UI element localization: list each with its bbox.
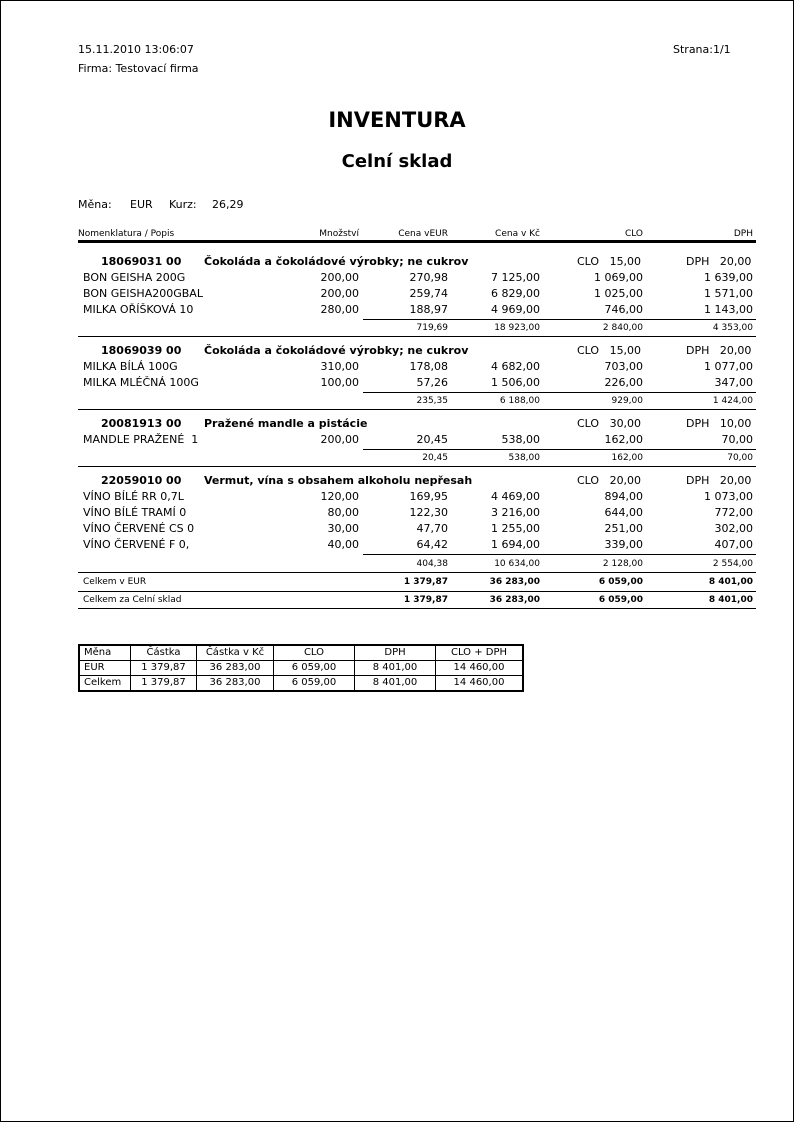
item-name: MILKA MLÉČNÁ 100G: [83, 376, 199, 389]
column-header-dph: DPH: [733, 229, 753, 239]
subtotal-eur: 719,69: [416, 323, 448, 333]
subtotal-rule: [363, 392, 756, 393]
item-price-eur: 47,70: [416, 522, 448, 535]
summary-cell: 36 283,00: [197, 676, 274, 692]
total-czk-amount: 36 283,00: [489, 595, 540, 605]
item-name: MANDLE PRAŽENÉ 1: [83, 433, 199, 446]
subtotal-dph: 70,00: [727, 453, 753, 463]
item-price-czk: 538,00: [501, 433, 540, 446]
summary-header-row: [79, 645, 523, 661]
report-title: INVENTURA: [328, 108, 466, 132]
item-price-eur: 169,95: [409, 490, 448, 503]
summary-cell: 6 059,00: [274, 661, 355, 676]
column-header-item: Nomenklatura / Popis: [78, 229, 175, 239]
item-price-eur: 57,26: [416, 376, 448, 389]
subtotal-eur: 20,45: [422, 453, 448, 463]
group-dph-rate: DPH 20,00: [686, 344, 752, 357]
item-dph: 772,00: [714, 506, 753, 519]
report-datetime: 15.11.2010 13:06:07: [78, 43, 194, 56]
summary-header-amount-czk: Částka v Kč: [197, 645, 274, 661]
summary-row: [79, 676, 523, 692]
item-clo: 339,00: [604, 538, 643, 551]
summary-header-currency: Měna: [79, 645, 131, 661]
subtotal-dph: 4 353,00: [712, 323, 753, 333]
subtotal-eur: 404,38: [416, 559, 448, 569]
item-name: MILKA BÍLÁ 100G: [83, 360, 178, 373]
subtotal-rule: [363, 319, 756, 320]
item-qty: 200,00: [320, 433, 359, 446]
item-qty: 30,00: [327, 522, 359, 535]
subtotal-dph: 2 554,00: [712, 559, 753, 569]
column-header-qty: Množství: [319, 229, 359, 239]
group-separator: [78, 572, 756, 573]
subtotal-czk: 18 923,00: [494, 323, 540, 333]
item-dph: 1 073,00: [704, 490, 753, 503]
summary-cell: 1 379,87: [131, 661, 197, 676]
summary-cell: 36 283,00: [197, 661, 274, 676]
total-eur-amount: 1 379,87: [403, 577, 448, 587]
total-dph-amount: 8 401,00: [708, 577, 753, 587]
summary-cell: 1 379,87: [131, 676, 197, 692]
item-clo: 746,00: [604, 303, 643, 316]
item-price-czk: 1 506,00: [491, 376, 540, 389]
group-separator: [78, 409, 756, 410]
rate-label: Kurz:: [169, 198, 197, 211]
summary-cell: Celkem: [79, 676, 131, 692]
total-czk-amount: 36 283,00: [489, 577, 540, 587]
item-dph: 302,00: [714, 522, 753, 535]
item-price-czk: 7 125,00: [491, 271, 540, 284]
total-eur-label: Celkem v EUR: [83, 577, 147, 587]
item-clo: 1 069,00: [594, 271, 643, 284]
column-header-price-eur: Cena vEUR: [398, 229, 448, 239]
summary-header-amount: Částka: [131, 645, 197, 661]
currency-value: EUR: [130, 198, 153, 211]
item-price-eur: 188,97: [409, 303, 448, 316]
item-price-czk: 1 694,00: [491, 538, 540, 551]
subtotal-czk: 10 634,00: [494, 559, 540, 569]
group-clo-rate: CLO 15,00: [577, 344, 642, 357]
total-eur-amount: 1 379,87: [403, 595, 448, 605]
summary-row: [79, 661, 523, 676]
item-clo: 251,00: [604, 522, 643, 535]
item-dph: 1 143,00: [704, 303, 753, 316]
currency-label: Měna:: [78, 198, 112, 211]
group-code: 22059010 00: [101, 474, 182, 487]
header-rule: [78, 240, 756, 243]
item-price-czk: 4 682,00: [491, 360, 540, 373]
summary-header-dph: DPH: [355, 645, 436, 661]
summary-header-clo: CLO: [274, 645, 355, 661]
item-qty: 310,00: [320, 360, 359, 373]
item-price-eur: 64,42: [416, 538, 448, 551]
item-price-eur: 20,45: [416, 433, 448, 446]
item-qty: 200,00: [320, 271, 359, 284]
page-number: Strana:1/1: [673, 43, 731, 56]
item-qty: 100,00: [320, 376, 359, 389]
group-name: Čokoláda a čokoládové výrobky; ne cukrov: [204, 344, 469, 357]
group-code: 20081913 00: [101, 417, 182, 430]
group-separator: [78, 466, 756, 467]
item-price-czk: 4 469,00: [491, 490, 540, 503]
item-qty: 280,00: [320, 303, 359, 316]
item-clo: 644,00: [604, 506, 643, 519]
item-price-czk: 6 829,00: [491, 287, 540, 300]
item-name: MILKA OŘÍŠKOVÁ 10: [83, 303, 194, 316]
item-clo: 1 025,00: [594, 287, 643, 300]
item-dph: 1 077,00: [704, 360, 753, 373]
report-subtitle: Celní sklad: [341, 151, 453, 172]
item-clo: 894,00: [604, 490, 643, 503]
item-name: BON GEISHA200GBAL: [83, 287, 203, 300]
item-price-eur: 122,30: [409, 506, 448, 519]
summary-table: [78, 644, 524, 692]
column-header-clo: CLO: [624, 229, 643, 239]
group-dph-rate: DPH 20,00: [686, 255, 752, 268]
item-qty: 40,00: [327, 538, 359, 551]
item-price-eur: 178,08: [409, 360, 448, 373]
item-dph: 347,00: [714, 376, 753, 389]
subtotal-clo: 929,00: [611, 396, 643, 406]
group-dph-rate: DPH 20,00: [686, 474, 752, 487]
summary-cell: 8 401,00: [355, 661, 436, 676]
summary-header-clo-dph: CLO + DPH: [436, 645, 524, 661]
group-name: Čokoláda a čokoládové výrobky; ne cukrov: [204, 255, 469, 268]
subtotal-clo: 2 840,00: [602, 323, 643, 333]
group-clo-rate: CLO 15,00: [577, 255, 642, 268]
item-clo: 162,00: [604, 433, 643, 446]
company-name: Firma: Testovací firma: [78, 62, 199, 75]
summary-cell: EUR: [79, 661, 131, 676]
total-clo-amount: 6 059,00: [598, 595, 643, 605]
item-dph: 70,00: [721, 433, 753, 446]
item-dph: 407,00: [714, 538, 753, 551]
rate-value: 26,29: [212, 198, 244, 211]
item-name: VÍNO ČERVENÉ CS 0: [83, 522, 195, 535]
group-name: Pražené mandle a pistácie: [204, 417, 368, 430]
item-clo: 703,00: [604, 360, 643, 373]
item-qty: 200,00: [320, 287, 359, 300]
group-code: 18069031 00: [101, 255, 182, 268]
subtotal-czk: 6 188,00: [499, 396, 540, 406]
item-price-eur: 270,98: [409, 271, 448, 284]
item-clo: 226,00: [604, 376, 643, 389]
total-separator: [78, 591, 756, 592]
item-price-eur: 259,74: [409, 287, 448, 300]
group-clo-rate: CLO 20,00: [577, 474, 642, 487]
subtotal-dph: 1 424,00: [712, 396, 753, 406]
item-dph: 1 639,00: [704, 271, 753, 284]
total-dph-amount: 8 401,00: [708, 595, 753, 605]
item-price-czk: 1 255,00: [491, 522, 540, 535]
group-code: 18069039 00: [101, 344, 182, 357]
summary-cell: 14 460,00: [436, 676, 524, 692]
subtotal-clo: 162,00: [611, 453, 643, 463]
total-clo-amount: 6 059,00: [598, 577, 643, 587]
item-dph: 1 571,00: [704, 287, 753, 300]
item-name: BON GEISHA 200G: [83, 271, 186, 284]
summary-cell: 14 460,00: [436, 661, 524, 676]
subtotal-czk: 538,00: [508, 453, 540, 463]
subtotal-eur: 235,35: [416, 396, 448, 406]
item-name: VÍNO ČERVENÉ F 0,: [83, 538, 190, 551]
column-header-price-czk: Cena v Kč: [495, 229, 540, 239]
total-separator: [78, 608, 756, 609]
item-name: VÍNO BÍLÉ RR 0,7L: [83, 490, 184, 503]
item-qty: 80,00: [327, 506, 359, 519]
item-price-czk: 3 216,00: [491, 506, 540, 519]
total-warehouse-label: Celkem za Celní sklad: [83, 595, 182, 605]
subtotal-rule: [363, 449, 756, 450]
item-name: VÍNO BÍLÉ TRAMÍ 0: [83, 506, 187, 519]
group-dph-rate: DPH 10,00: [686, 417, 752, 430]
group-clo-rate: CLO 30,00: [577, 417, 642, 430]
item-price-czk: 4 969,00: [491, 303, 540, 316]
group-name: Vermut, vína s obsahem alkoholu nepřesah: [204, 474, 473, 487]
group-separator: [78, 336, 756, 337]
summary-cell: 6 059,00: [274, 676, 355, 692]
subtotal-clo: 2 128,00: [602, 559, 643, 569]
summary-cell: 8 401,00: [355, 676, 436, 692]
subtotal-rule: [363, 554, 756, 555]
item-qty: 120,00: [320, 490, 359, 503]
